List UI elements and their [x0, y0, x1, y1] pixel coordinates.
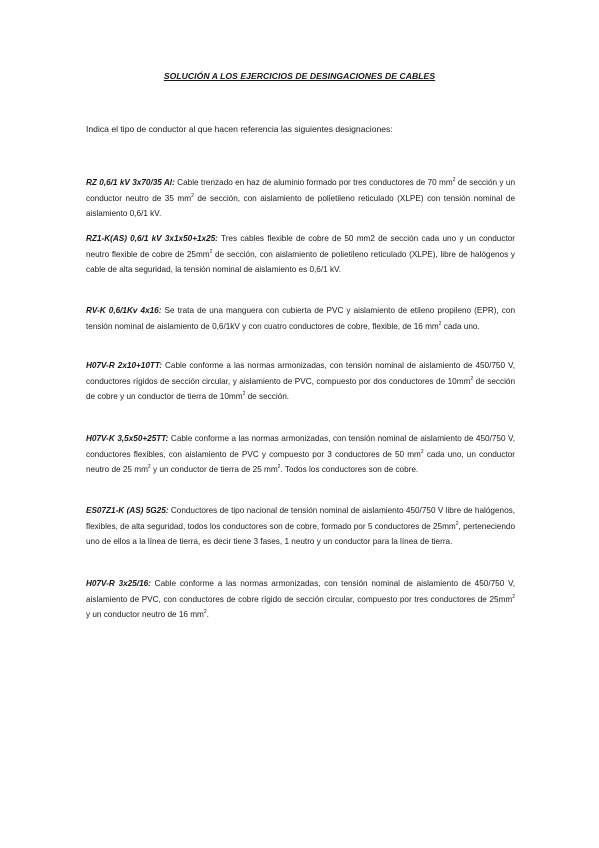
entry-text: de sección de cobre y un conductor de tierra de 10mm	[86, 376, 516, 401]
superscript-2: 2	[242, 391, 246, 397]
entry-h07v-r-2x10	[86, 358, 515, 405]
entry-text: Tres cables flexible de cobre de 50 mm2 de sección cada uno y un conductor neutro flexible de cobre de 25mm	[86, 234, 515, 259]
entry-text: Conductores de tipo nacional de tensión nominal de aislamiento 450/750 V libre de halógenos, flexibles, de alta seguridad, todos los conductores son de cobre, formado por 5 conductores de 25mm	[86, 506, 515, 531]
designation-code: RV-K 0,6/1Kv 4x16:	[86, 306, 162, 315]
designation-code: H07V-K 3,5x50+25TT:	[86, 434, 169, 443]
entry-text: Cable conforme a las normas armonizadas, con tensión nominal de aislamiento de 450/750 V, conductores rígidos de sección circular, y aislamiento de PVC, compuesto por dos conductores de 10mm	[86, 361, 515, 386]
superscript-2: 2	[277, 464, 281, 470]
entry-text: cada uno.	[441, 321, 480, 331]
entry-text: Cable trenzado en haz de aluminio formado por tres conductores de 70 mm	[174, 178, 453, 187]
intro-text: Indica el tipo de conductor al que hacen referencia las siguientes designaciones:	[86, 124, 393, 134]
entry-text: de sección, con aislamiento de polietileno reticulado (XLPE), libre de halógenos y cable de alta seguridad, la tensión nominal de aislamiento es 0,6/1 kV.	[86, 249, 515, 274]
entry-text: y un conductor neutro de 16 mm	[86, 610, 204, 619]
superscript-2: 2	[512, 593, 515, 600]
entry-text: de sección y un conductor neutro de 35 mm	[86, 178, 515, 203]
superscript-2: 2	[455, 520, 459, 527]
designation-code: RZ1-K(AS) 0,6/1 kV 3x1x50+1x25:	[86, 234, 218, 243]
entry-h07v-k	[86, 431, 515, 478]
document-title: SOLUCIÓN A LOS EJERCICIOS DE DESINGACIONES DE CABLES	[163, 71, 436, 81]
entry-rz-aluminio	[86, 175, 515, 222]
superscript-2: 2	[470, 375, 474, 382]
entry-text: . Todos los conductores son de cobre.	[280, 465, 419, 474]
entry-text: Cable conforme a las normas armonizadas, con tensión nominal de aislamiento de 450/750 V, aislamiento de PVC, con conductores de cobre rígido de sección circular, compuesto por tres conductores de 25mm	[86, 579, 515, 604]
entry-text: de sección, con aislamiento de polietileno reticulado (XLPE) con tensión nominal de aislamiento 0,6/1 kV.	[86, 193, 515, 218]
entry-text: y un conductor de tierra de 25 mm	[150, 465, 278, 474]
entry-text: .	[206, 610, 209, 619]
superscript-2: 2	[452, 177, 456, 183]
superscript-2: 2	[203, 609, 207, 615]
entry-text: , perteneciendo uno de ellos a la línea de tierra, es decir tiene 3 fases, 1 neutro y un conductor para la línea de tierra.	[86, 521, 516, 546]
designation-code: H07V-R 3x25/16:	[86, 579, 151, 588]
superscript-2: 2	[438, 320, 442, 327]
entry-text: Se trata de una manguera con cubierta de PVC y aislamiento de etileno propileno (EPR), con tensión nominal de aislamiento de 0,6/1kV y con cuatro conductores de cobre, flexible, de 16 mm	[86, 306, 516, 331]
entry-text: cada uno, un conductor neutro de 25 mm	[86, 449, 516, 474]
superscript-2: 2	[420, 448, 424, 455]
superscript-2: 2	[191, 192, 194, 199]
designation-code: H07V-R 2x10+10TT:	[86, 361, 163, 370]
entry-h07v-r-3x25	[86, 576, 515, 623]
superscript-2: 2	[147, 464, 151, 470]
entry-rv-k	[86, 303, 515, 334]
entry-text: Cable conforme a las normas armonizadas, con tensión nominal de aislamiento de 450/750 V, conductores flexibles, con aislamiento de PVC y compuesto por 3 conductores de 50 mm	[86, 434, 515, 459]
entry-rz1-k	[86, 231, 515, 278]
entry-text: de sección.	[245, 392, 290, 401]
designation-code: RZ 0,6/1 kV 3x70/35 Al:	[86, 178, 175, 187]
designation-code: ES07Z1-K (AS) 5G25:	[86, 506, 169, 515]
entry-es07z1-k	[86, 503, 515, 550]
superscript-2: 2	[209, 248, 213, 255]
